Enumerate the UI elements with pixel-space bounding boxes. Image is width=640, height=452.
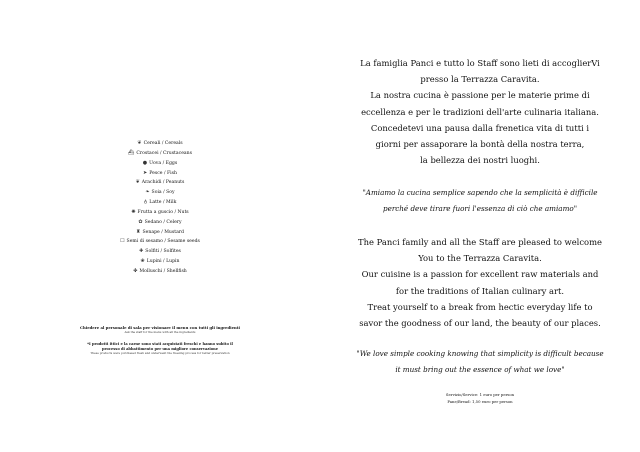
quote-it-line: "Amiamo la cucina semplice sapendo che la semplicità è difficile bbox=[362, 188, 598, 197]
allergen-label: Molluschi / Shellfish bbox=[139, 268, 187, 274]
shellfish-icon: ✤ bbox=[133, 267, 138, 274]
soy-icon: ❧ bbox=[145, 189, 150, 196]
allergen-item bbox=[100, 198, 220, 208]
frozen-note-en: These products were purchased fresh and underwent the freezing process for better preservation bbox=[90, 351, 230, 355]
ask-staff-en: Ask the staff for the menu with all the ingredients bbox=[124, 330, 196, 334]
welcome-it-line: eccellenza e per le tradizioni dell'arte culinaria italiana. bbox=[361, 106, 599, 117]
service-charges bbox=[380, 391, 580, 405]
quote-it bbox=[340, 185, 620, 217]
nuts-icon: ✺ bbox=[131, 208, 136, 215]
allergen-label: Latte / Milk bbox=[149, 200, 177, 206]
sesame-icon: ☐ bbox=[120, 238, 125, 245]
bread-charge-line: Pane/Bread: 1,50 euro per person bbox=[447, 399, 513, 404]
allergen-item bbox=[100, 139, 220, 149]
fish-icon: ➤ bbox=[143, 169, 148, 176]
allergen-label: Uova / Eggs bbox=[149, 160, 178, 166]
welcome-it-line: giorni per assaporare la bontà della nostra terra, bbox=[375, 139, 585, 150]
allergen-label: Soia / Soy bbox=[151, 190, 175, 196]
welcome-en-line: for the traditions of Italian culinary art. bbox=[395, 285, 565, 296]
milk-icon: ♁ bbox=[143, 199, 148, 206]
allergen-item bbox=[100, 228, 220, 238]
allergen-item bbox=[100, 149, 220, 159]
allergen-label: Pesce / Fish bbox=[149, 170, 177, 176]
wheat-icon: ❦ bbox=[137, 140, 142, 146]
welcome-text-en bbox=[335, 234, 625, 331]
service-charge-line: Servizio/Service: 1 euro per person bbox=[445, 392, 515, 397]
allergen-item bbox=[100, 208, 220, 218]
welcome-en-line: You to the Terrazza Caravita. bbox=[418, 253, 542, 264]
welcome-en-line: Our cuisine is a passion for excellent raw materials and bbox=[361, 269, 599, 280]
quote-en-line: it must bring out the essence of what we love" bbox=[395, 365, 565, 374]
allergen-item bbox=[100, 159, 220, 169]
allergen-item bbox=[100, 218, 220, 228]
frozen-note-it-1: *I prodotti ittici e la carne sono stati acquistati freschi e hanno subito il bbox=[87, 342, 233, 346]
allergen-list bbox=[100, 139, 220, 277]
peanut-icon: ❦ bbox=[135, 179, 140, 186]
ask-staff-it: Chiedere al personale di sala per visionare il menu con tutti gli ingredienti bbox=[80, 325, 240, 330]
allergen-label: Cereali / Cereals bbox=[143, 141, 183, 146]
welcome-it-line: presso la Terrazza Caravita. bbox=[420, 74, 540, 85]
allergen-item bbox=[100, 267, 220, 277]
welcome-it-line: La famiglia Panci e tutto lo Staff sono lieti di accoglierVi bbox=[360, 58, 600, 68]
welcome-en-line: savor the goodness of our land, the beauty of our places. bbox=[359, 318, 601, 329]
lupin-icon: ❀ bbox=[140, 258, 145, 265]
allergen-item bbox=[100, 178, 220, 188]
welcome-it-line: Concedetevi una pausa dalla frenetica vita di tutti i bbox=[370, 122, 590, 133]
allergen-label: Arachidi / Peanuts bbox=[141, 180, 185, 186]
menu-notes bbox=[70, 325, 250, 355]
quote-en bbox=[340, 346, 620, 378]
allergen-label: Crostacei / Crustaceans bbox=[136, 150, 192, 156]
crustacean-icon: ⛴ bbox=[128, 149, 135, 156]
welcome-text-it bbox=[340, 55, 620, 168]
allergen-label: Lupini / Lupin bbox=[146, 259, 180, 265]
allergen-label: Solfiti / Solfites bbox=[145, 249, 181, 255]
egg-icon: ● bbox=[142, 159, 148, 166]
frozen-note-it-2: processo di abbattimento per una migliore conservazione bbox=[102, 346, 218, 351]
allergen-item bbox=[100, 257, 220, 267]
welcome-en-line: Treat yourself to a break from hectic everyday life to bbox=[367, 301, 593, 312]
celery-icon: ✿ bbox=[138, 218, 143, 225]
quote-en-line: "We love simple cooking knowing that simplicity is difficult because bbox=[356, 349, 604, 358]
mustard-icon: ♜ bbox=[136, 228, 141, 235]
allergen-item bbox=[100, 169, 220, 179]
allergen-item bbox=[100, 237, 220, 247]
allergen-label: Frutta a guscio / Nuts bbox=[137, 209, 189, 215]
allergen-label: Semi di sesamo / Sesame seeds bbox=[126, 239, 200, 245]
allergen-label: Sedano / Celery bbox=[144, 219, 182, 225]
welcome-en-line: The Panci family and all the Staff are pleased to welcome bbox=[358, 237, 602, 247]
right-page bbox=[320, 0, 640, 452]
allergen-item bbox=[100, 188, 220, 198]
quote-it-line: perché deve tirare fuori l'essenza di ciò che amiamo" bbox=[382, 204, 578, 213]
welcome-it-line: la bellezza dei nostri luoghi. bbox=[420, 155, 540, 166]
allergen-item bbox=[100, 247, 220, 257]
sulphites-icon: ✚ bbox=[139, 248, 144, 255]
welcome-it-line: La nostra cucina è passione per le materie prime di bbox=[370, 90, 590, 101]
allergen-label: Senape / Mustard bbox=[142, 229, 184, 235]
